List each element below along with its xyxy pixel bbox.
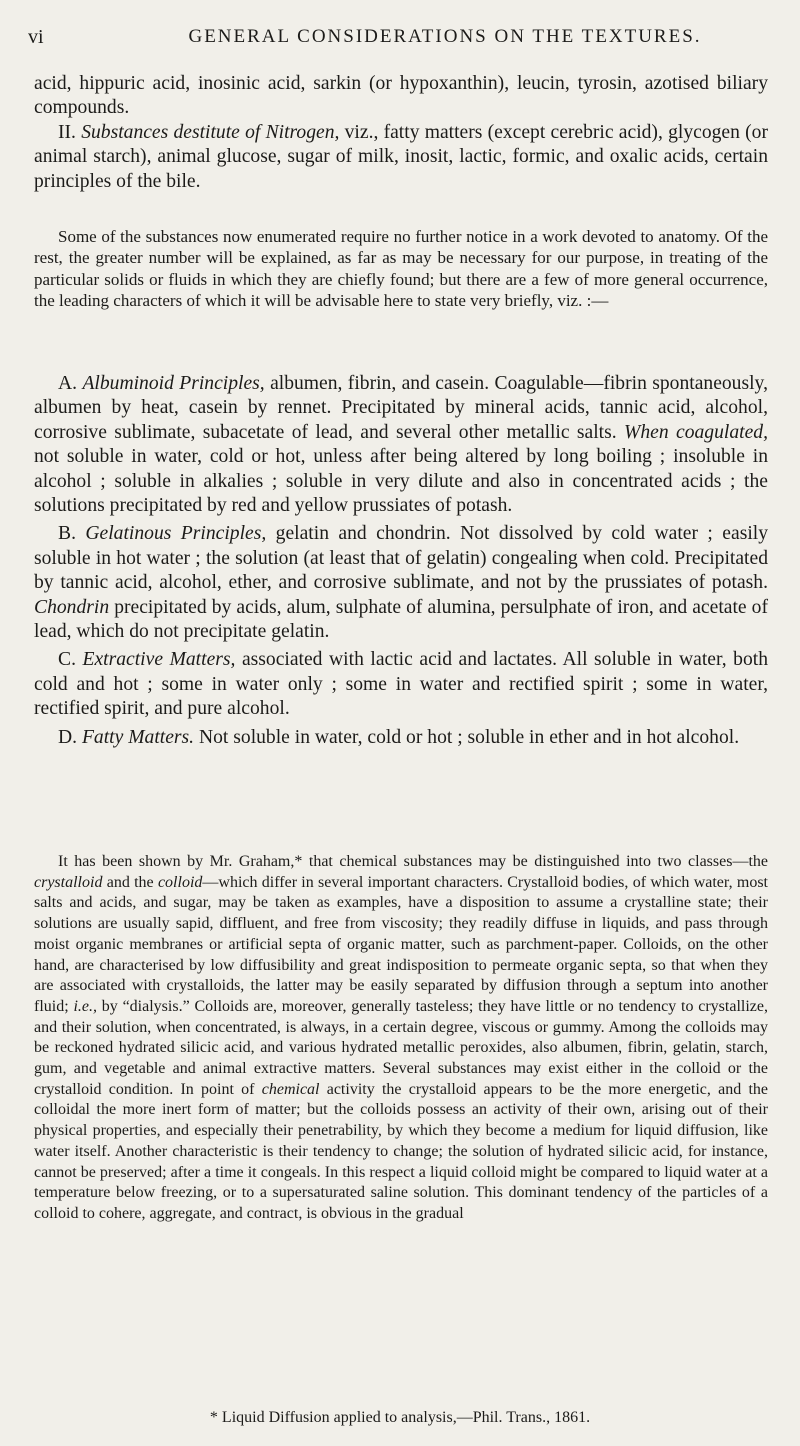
colloid-term: colloid (157, 873, 203, 891)
principle-a-text-2: not soluble in water, cold or hot, unless after being altered by long boiling ; insoluble in alcohol ; soluble in alkalies ; soluble in very dilute and also in concentrated acids ; the solutions precipitated by red and yellow prussiates of potash. (34, 446, 768, 517)
graham-section (34, 852, 768, 1225)
intro-section (34, 226, 768, 311)
principle-d-paragraph (34, 726, 768, 750)
graham-text-3: —which differ in several important characters. Crystalloid bodies, of which water, most salts and acids, and sugar, may be taken as examples, have a disposition to assume a crystalline state; their solutions are usually sapid, diffluent, and free from viscosity; they readily diffuse in liquids, and pass through moist organic membranes or artificial septa of organic matter, such as parchment-paper. Colloids, on the other hand, are characterised by low diffusibility and great indisposition to permeate organic septa, so that when they are associated with crystalloids, the latter may be easily separated by diffusion through a septum into another fluid; (34, 873, 768, 1015)
principle-d-term: Fatty Matters. (81, 726, 195, 748)
running-title: GENERAL CONSIDERATIONS ON THE TEXTURES. (188, 26, 702, 47)
principle-d-letter: D. (58, 726, 78, 748)
page-header (28, 26, 772, 56)
principle-a-emphasis: When coagulated, (624, 421, 768, 443)
class-two-term: Substances destitute of Nitrogen, (81, 121, 340, 143)
intro-paragraph: Some of the substances now enumerated require no further notice in a work devoted to anatomy. Of the rest, the greater number will be explained, as far as may be necessary for our purpose, in treating of the particular solids or fluids in which they are chiefly found; but there are a few of more general occurrence, the leading characters of which it will be advisable here to state very briefly, viz. :— (34, 227, 768, 310)
principle-d-text: Not soluble in water, cold or hot ; soluble in ether and in hot alcohol. (194, 726, 740, 748)
nitrogen-substances-section (34, 72, 768, 194)
principle-a-text-1: albumen, fibrin, and casein. Coagulable—fibrin spontaneously, albumen by heat, casein by rennet. Precipitated by mineral acids, tannic acid, alcohol, corrosive sublimate, subacetate of lead, and several other metallic salts. (34, 373, 768, 443)
crystalloid-term: crystalloid (34, 873, 103, 891)
principle-c-text: associated with lactic acid and lactates. All soluble in water, both cold and hot ; some in water only ; some in water and rectified spirit ; some in water, rectified spirit, and pure alcohol. (34, 649, 768, 720)
principle-a-letter: A. (58, 373, 78, 394)
graham-text-5: activity the crystalloid appears to be the more energetic, and the colloidal the more inert form of matter; but the colloids possess an activity of their own, arising out of their physical properties, and especially their penetrability, by which they become a medium for liquid diffusion, like water itself. Another characteristic is their tendency to change; the solution of hydrated silicic acid, for instance, cannot be preserved; after a time it congeals. In this respect a liquid colloid might be compared to liquid water at a temperature below freezing, or to a supersaturated saline solution. This dominant tendency of the particles of a colloid to cohere, aggregate, and contract, is obvious in the gradual (34, 1080, 768, 1222)
principle-a-paragraph (34, 372, 768, 518)
class-two-paragraph (34, 121, 768, 194)
principle-c-paragraph (34, 648, 768, 721)
class-two-text: viz., fatty matters (except cerebric acid), glycogen (or animal starch), animal glucose, sugar of milk, inosit, lactic, formic, and oxalic acids, certain principles of the bile. (34, 121, 768, 192)
principle-c-letter: C. (58, 649, 76, 671)
page-number: vi (28, 26, 44, 48)
principle-b-emphasis: Chondrin (34, 596, 110, 618)
list-continuation: acid, hippuric acid, inosinic acid, sarkin (or hypoxanthin), leucin, tyrosin, azotised biliary compounds. (34, 73, 768, 119)
principle-a-term: Albuminoid Principles, (82, 373, 265, 394)
principle-b-term: Gelatinous Principles, (85, 523, 267, 545)
principle-b-text-1: gelatin and chondrin. Not dissolved by cold water ; easily soluble in hot water ; the solution (at least that of gelatin) congealing when cold. Precipitated by tannic acid, alcohol, ether, and corrosive sublimate, and not by the prussiates of potash. (34, 523, 768, 594)
principle-b-text-2: precipitated by acids, alum, sulphate of alumina, persulphate of iron, and acetate of lead, which do not precipitate gelatin. (34, 596, 768, 643)
ie-abbreviation: i.e., (73, 997, 97, 1015)
chemical-emphasis: chemical (261, 1080, 320, 1098)
principle-c-term: Extractive Matters, (82, 649, 236, 671)
graham-paragraph (34, 852, 768, 1225)
class-two-numeral: II. (58, 121, 76, 143)
principle-b-paragraph (34, 522, 768, 644)
graham-text-2: and the (102, 873, 158, 891)
graham-text-4: by “dialysis.” Colloids are, moreover, generally tasteless; they have little or no tendency to crystallize, and their solution, when concentrated, is always, in a certain degree, viscous or gummy. Among the colloids may be reckoned hydrated silicic acid, and various hydrated metallic peroxides, also albumen, fibrin, gelatin, starch, gum, and vegetable and animal extractive matters. Several substances may exist either in the colloid or the crystalloid condition. In point of (34, 997, 768, 1098)
footnote: * Liquid Diffusion applied to analysis,—Phil. Trans., 1861. (209, 1409, 591, 1426)
principles-section (34, 372, 768, 750)
principle-b-letter: B. (58, 523, 76, 545)
graham-text-1: It has been shown by Mr. Graham,* that chemical substances may be distinguished into two classes—the (58, 853, 768, 870)
